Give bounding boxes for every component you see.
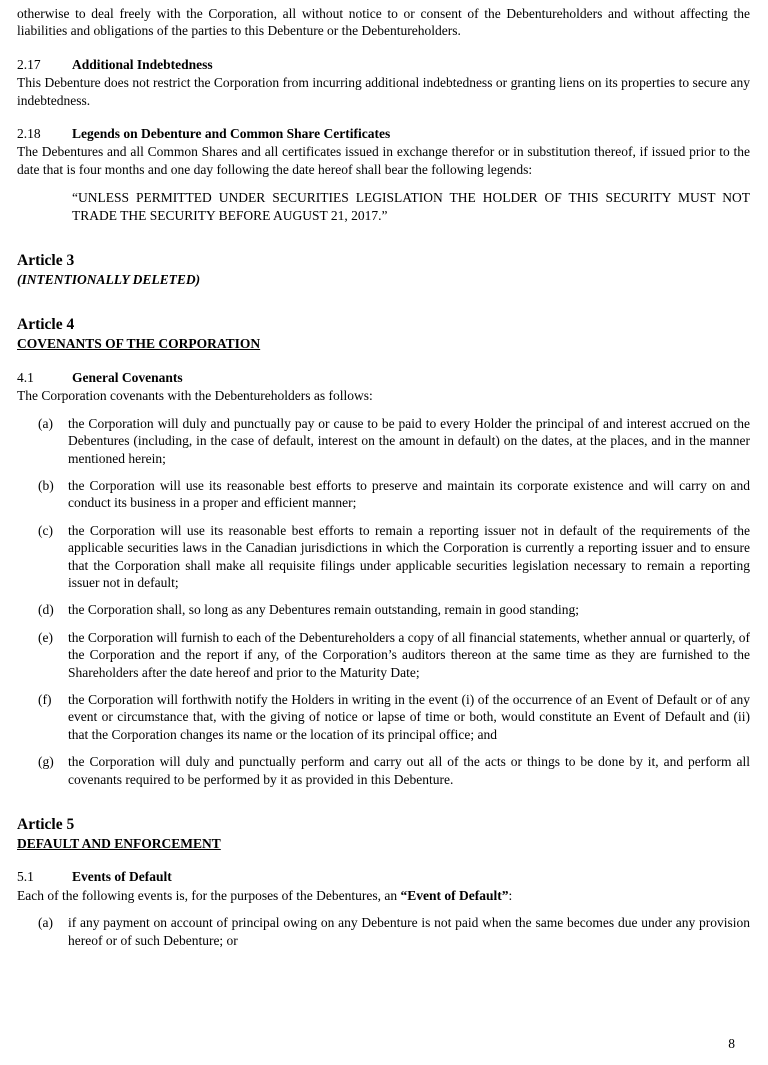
list-item [17,601,750,618]
list-item-label: (f) [38,691,52,707]
article-heading: Article 5 [17,816,75,833]
list-item [17,914,750,949]
list-item-label: (a) [38,415,53,431]
list-item-text: the Corporation will duly and punctually perform and carry out all of the acts or things to be done by it, and perform all covenants required to be performed by it as provided in this Debenture. [68,754,750,787]
list-item [17,477,750,512]
section-2-18-heading [17,125,750,142]
list-item [17,415,750,467]
article-4 [17,315,750,352]
list-item-text: if any payment on account of principal owing on any Debenture is not paid when the same becomes due under any provision hereof or of such Debenture; or [68,915,750,948]
list-item [17,753,750,788]
article-subheading: COVENANTS OF THE CORPORATION [17,336,261,352]
defined-term: “Event of Default” [400,887,509,903]
section-2-17 [17,56,750,109]
article-heading: Article 4 [17,316,75,334]
section-2-17-heading [17,56,750,73]
lead-text: Each of the following events is, for the purposes of the Debentures, an [17,887,401,903]
list-item-label: (g) [38,754,54,770]
list-item-label: (a) [38,915,53,931]
article-subheading: (INTENTIONALLY DELETED) [17,272,201,288]
section-title: Legends on Debenture and Common Share Certificates [72,126,391,142]
list-item-label: (c) [38,522,53,538]
section-number: 2.18 [17,126,41,142]
section-body: The Debentures and all Common Shares and all certificates issued in exchange therefor or in substitution thereof, if issued prior to the date that is four months and one day following the date hereof shall bear the following legends: [17,144,750,177]
list-item-label: (b) [38,477,54,493]
section-lead [17,887,750,904]
section-5-1 [17,868,750,949]
section-title: General Covenants [72,369,183,385]
list-item-text: the Corporation will use its reasonable best efforts to remain a reporting issuer not in default of the requirements of the applicable securities laws in the Canadian jurisdictions in which the Corporation is currently a reporting issuer and to ensure that the Corporation shall make all requisite filings under applicable securities legislation necessary to remain a reporting issuer not in default; [68,522,750,590]
lead-text-suffix: : [508,887,513,903]
list-item [17,522,750,592]
list-item-text: the Corporation will duly and punctually pay or cause to be paid to every Holder the principal of and interest accrued on the Debentures (including, in the case of default, interest on the amount in default) on the dates, at the places, and in the manner mentioned herein; [68,415,750,466]
legend-quote: “UNLESS PERMITTED UNDER SECURITIES LEGISLATION THE HOLDER OF THIS SECURITY MUST NOT TRADE THE SECURITY BEFORE AUGUST 21, 2017.” [72,190,750,223]
continuation-paragraph: otherwise to deal freely with the Corporation, all without notice to or consent of the Debentureholders and without affecting the liabilities and obligations of the parties to this Debenture or the Debentureholders. [17,6,750,39]
list-item [17,629,750,681]
list-item-text: the Corporation will use its reasonable best efforts to preserve and maintain its corporate existence and will carry on and conduct its business in a proper and efficient manner; [68,477,750,511]
article-3 [17,251,750,288]
covenants-list [17,415,750,788]
article-heading: Article 3 [17,252,75,270]
section-title: Events of Default [72,869,172,885]
list-item-label: (d) [38,602,54,618]
section-4-1 [17,369,750,788]
article-subheading: DEFAULT AND ENFORCEMENT [17,836,221,851]
section-number: 5.1 [17,869,34,885]
section-2-18 [17,125,750,224]
section-4-1-heading [17,369,750,386]
section-number: 2.17 [17,56,41,72]
list-item [17,691,750,743]
section-number: 4.1 [17,369,34,385]
list-item-text: the Corporation will forthwith notify the Holders in writing in the event (i) of the occurrence of an Event of Default or of any event or circumstance that, with the giving of notice or lapse of time or both, would constitute an Event of Default and (ii) that the Corporation changes its name or the location of its principal office; and [68,691,750,742]
section-body: This Debenture does not restrict the Corporation from incurring additional indebtedness or granting liens on its properties to secure any indebtedness. [17,75,750,108]
list-item-text: the Corporation shall, so long as any Debentures remain outstanding, remain in good standing; [68,602,580,618]
section-5-1-heading [17,868,750,885]
article-5 [17,815,750,852]
section-title: Additional Indebtedness [72,56,213,72]
events-list [17,914,750,949]
list-item-label: (e) [38,629,53,645]
page-number: 8 [728,1035,735,1051]
section-lead: The Corporation covenants with the Debentureholders as follows: [17,388,373,404]
list-item-text: the Corporation will furnish to each of the Debentureholders a copy of all financial statements, whether annual or quarterly, of the Corporation and the report if any, of the Corporation’s auditors thereon at the same time as they are furnished to the Shareholders after the date hereof and prior to the Maturity Date; [68,629,750,680]
